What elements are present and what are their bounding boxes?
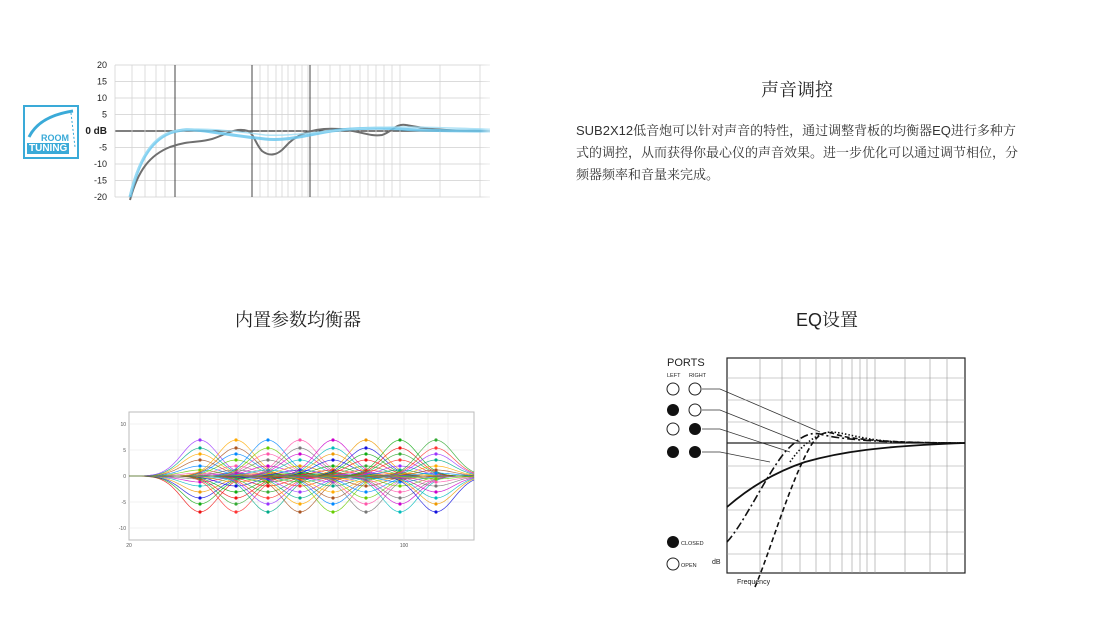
- peq-point: [364, 510, 367, 513]
- room-tuning-y-tick: 0 dB: [85, 126, 107, 137]
- peq-point: [364, 438, 367, 441]
- peq-point: [331, 484, 334, 487]
- peq-point: [364, 452, 367, 455]
- peq-point: [398, 458, 401, 461]
- peq-point: [434, 496, 437, 499]
- curve-both-closed: [727, 443, 965, 507]
- peq-point: [434, 464, 437, 467]
- room-tuning-y-tick: -15: [93, 175, 107, 186]
- room-tuning-figure: [20, 55, 500, 210]
- ports-label: PORTS: [667, 357, 705, 369]
- room-tuning-y-tick: -5: [98, 142, 107, 153]
- port-configurations: [667, 383, 701, 458]
- peq-point: [331, 502, 334, 505]
- peq-point: [266, 510, 269, 513]
- peq-point: [364, 484, 367, 487]
- peq-point: [398, 510, 401, 513]
- peq-point: [434, 468, 437, 471]
- peq-point: [434, 471, 437, 474]
- frequency-label: Frequency: [737, 579, 771, 586]
- room-tuning-graph: [20, 55, 500, 210]
- room-tuning-y-tick: 10: [96, 93, 107, 103]
- peq-point: [331, 490, 334, 493]
- peq-point: [234, 510, 237, 513]
- peq-point: [331, 438, 334, 441]
- db-label: dB: [712, 559, 721, 566]
- peq-point: [266, 438, 269, 441]
- peq-point: [234, 452, 237, 455]
- right-label: RIGHT: [689, 373, 707, 379]
- peq-point: [331, 464, 334, 467]
- peq-point: [198, 502, 201, 505]
- room-tuning-y-tick: 5: [101, 109, 107, 120]
- peq-point: [234, 502, 237, 505]
- peq-point: [398, 452, 401, 455]
- legend-open-icon: [667, 558, 679, 570]
- peq-point: [398, 496, 401, 499]
- peq-point: [364, 446, 367, 449]
- peq-point: [364, 496, 367, 499]
- peq-point: [434, 480, 437, 483]
- peq-point: [298, 490, 301, 493]
- peq-x-tick: 100: [399, 543, 409, 549]
- peq-point: [298, 452, 301, 455]
- eq-grid: [727, 358, 965, 573]
- peq-point: [234, 490, 237, 493]
- peq-point: [331, 452, 334, 455]
- peq-point: [298, 502, 301, 505]
- port-closed-icon: [667, 446, 679, 458]
- peq-point: [266, 446, 269, 449]
- peq-point: [298, 438, 301, 441]
- port-open-icon: [667, 423, 679, 435]
- peq-y-tick: 5: [123, 448, 126, 454]
- peq-point: [331, 446, 334, 449]
- peq-point: [364, 490, 367, 493]
- sound-control-title: 声音调控: [761, 80, 833, 100]
- peq-point: [434, 502, 437, 505]
- badge-line-2: TUNING: [29, 143, 68, 154]
- peq-point: [398, 438, 401, 441]
- peq-y-tick: -10: [118, 526, 126, 532]
- room-tuning-badge: [23, 105, 79, 159]
- port-closed-icon: [689, 423, 701, 435]
- peq-point: [298, 446, 301, 449]
- peq-point: [434, 458, 437, 461]
- closed-label: CLOSED: [681, 541, 704, 547]
- peq-y-tick: 10: [120, 422, 126, 428]
- room-tuning-y-tick: 20: [96, 60, 107, 70]
- peq-point: [234, 496, 237, 499]
- peq-point: [398, 502, 401, 505]
- peq-point: [331, 458, 334, 461]
- room-tuning-y-tick: -20: [93, 192, 107, 202]
- sound-control-description: SUB2X12低音炮可以针对声音的特性，通过调整背板的均衡器EQ进行多种方式的调控，从而获得你最心仪的声音效果。进一步优化可以通过调节相位，分频器频率和音量来完成。: [576, 123, 1019, 182]
- peq-point: [198, 438, 201, 441]
- peq-point: [434, 446, 437, 449]
- peq-point: [266, 464, 269, 467]
- peq-point: [364, 458, 367, 461]
- peq-point: [266, 490, 269, 493]
- peq-point: [198, 464, 201, 467]
- peq-point: [298, 458, 301, 461]
- peq-point: [298, 496, 301, 499]
- peq-point: [266, 502, 269, 505]
- peq-point: [234, 458, 237, 461]
- peq-point: [331, 510, 334, 513]
- room-tuning-y-axis: [85, 60, 107, 202]
- badge-line-1: ROOM: [41, 133, 69, 143]
- peq-point: [198, 490, 201, 493]
- peq-point: [198, 484, 201, 487]
- peq-point: [234, 464, 237, 467]
- peq-y-tick: 0: [123, 474, 126, 480]
- peq-point: [434, 452, 437, 455]
- eq-plot-frame: [727, 358, 965, 573]
- peq-point: [331, 496, 334, 499]
- peq-point: [198, 496, 201, 499]
- peq-point: [298, 510, 301, 513]
- legend-closed-icon: [667, 536, 679, 548]
- peq-point: [234, 484, 237, 487]
- port-closed-icon: [689, 446, 701, 458]
- peq-title: 内置参数均衡器: [235, 310, 361, 330]
- peq-point: [266, 452, 269, 455]
- peq-x-tick: 20: [126, 543, 132, 549]
- port-open-icon: [689, 383, 701, 395]
- eq-settings-diagram: [660, 352, 970, 592]
- peq-point: [266, 496, 269, 499]
- peq-figure: [118, 410, 478, 550]
- room-tuning-y-tick: 15: [96, 76, 107, 87]
- peq-point: [434, 438, 437, 441]
- peq-point: [398, 446, 401, 449]
- peq-point: [198, 446, 201, 449]
- peq-point: [234, 438, 237, 441]
- peq-point: [266, 484, 269, 487]
- peq-point: [198, 458, 201, 461]
- peq-point: [434, 490, 437, 493]
- port-closed-icon: [667, 404, 679, 416]
- peq-point: [298, 484, 301, 487]
- eq-settings-title: EQ设置: [795, 310, 858, 330]
- peq-graph: [118, 410, 478, 550]
- peq-point: [198, 452, 201, 455]
- peq-point: [398, 464, 401, 467]
- port-open-icon: [667, 383, 679, 395]
- peq-point: [266, 458, 269, 461]
- peq-point: [398, 484, 401, 487]
- port-open-icon: [689, 404, 701, 416]
- peq-point: [198, 510, 201, 513]
- peq-point: [434, 510, 437, 513]
- peq-point: [434, 477, 437, 480]
- peq-point: [364, 502, 367, 505]
- peq-point: [298, 464, 301, 467]
- open-label: OPEN: [681, 563, 697, 569]
- peq-point: [434, 484, 437, 487]
- peq-point: [398, 490, 401, 493]
- peq-point: [234, 446, 237, 449]
- eq-settings-figure: [660, 352, 970, 592]
- room-tuning-y-tick: -10: [93, 159, 107, 169]
- peq-y-tick: -5: [121, 500, 126, 506]
- peq-point: [364, 464, 367, 467]
- left-label: LEFT: [667, 373, 681, 379]
